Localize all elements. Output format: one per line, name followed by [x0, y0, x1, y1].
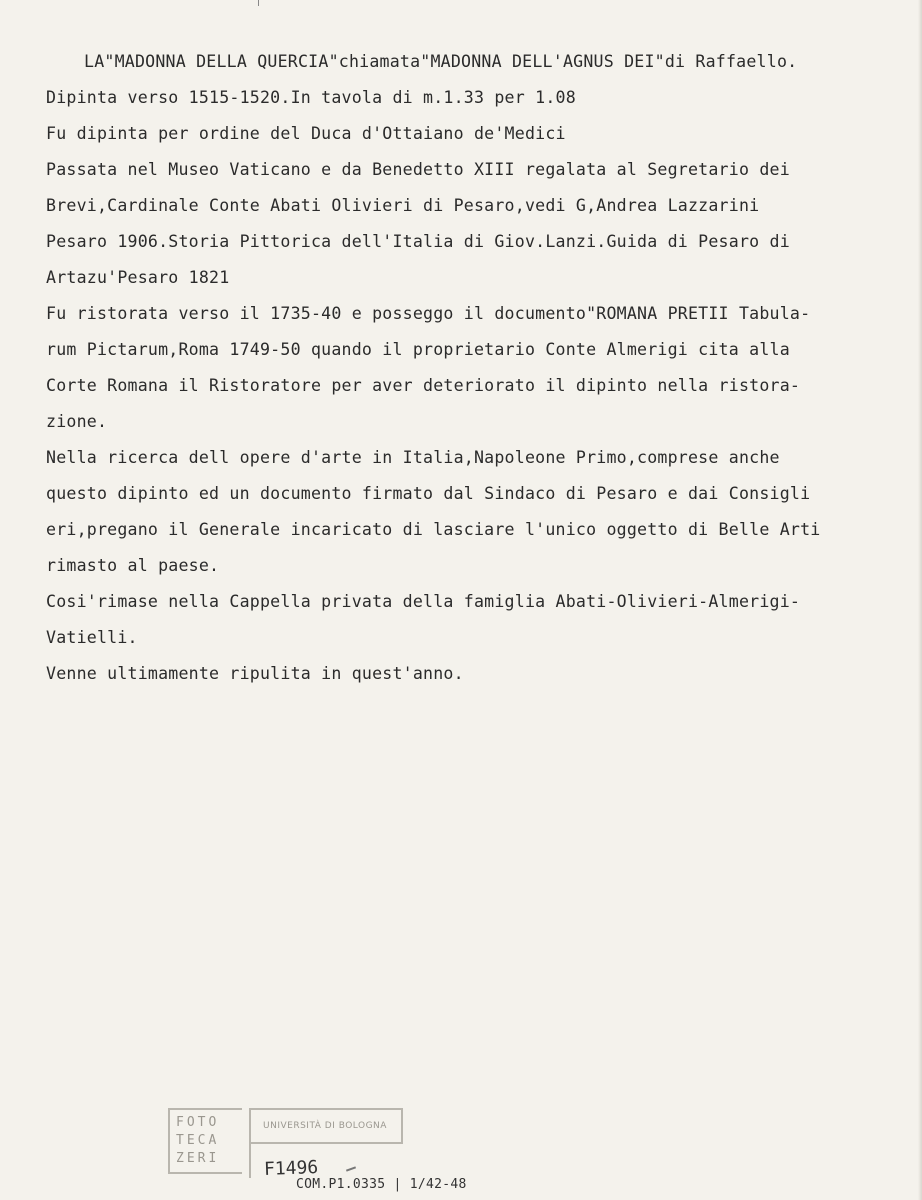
text-line: Venne ultimamente ripulita in quest'anno.	[46, 664, 464, 683]
university-stamp: UNIVERSITÀ DI BOLOGNA	[249, 1108, 403, 1144]
handwritten-reference: COM.P1.0335 | 1/42-48	[296, 1177, 467, 1192]
stamp-line: FOTO	[176, 1115, 220, 1130]
text-line: Brevi,Cardinale Conte Abati Olivieri di Pesaro,vedi G,Andrea Lazzarini	[46, 196, 760, 215]
fototeca-stamp	[168, 1108, 242, 1174]
stamp-line: TECA	[176, 1133, 220, 1148]
document-title: LA"MADONNA DELLA QUERCIA"chiamata"MADONNA DELL'AGNUS DEI"di Raffaello.	[84, 52, 798, 71]
handwritten-code: F1496	[263, 1157, 319, 1180]
text-line: Cosi'rimase nella Cappella privata della famiglia Abati-Olivieri-Almerigi-	[46, 592, 801, 611]
text-line: Corte Romana il Ristoratore per aver deteriorato il dipinto nella ristora-	[46, 376, 801, 395]
text-line: rum Pictarum,Roma 1749-50 quando il proprietario Conte Almerigi cita alla	[46, 340, 790, 359]
text-line: questo dipinto ed un documento firmato dal Sindaco di Pesaro e dai Consigli	[46, 484, 811, 503]
pencil-mark	[346, 1166, 356, 1171]
text-line: Dipinta verso 1515-1520.In tavola di m.1.33 per 1.08	[46, 88, 576, 107]
text-line: Fu ristorata verso il 1735-40 e posseggo il documento"ROMANA PRETII Tabula-	[46, 304, 811, 323]
text-line: rimasto al paese.	[46, 556, 220, 575]
text-line: eri,pregano il Generale incaricato di lasciare l'unico oggetto di Belle Arti	[46, 520, 821, 539]
text-line: Vatielli.	[46, 628, 138, 647]
pencil-tick	[258, 0, 259, 6]
text-line: Artazu'Pesaro 1821	[46, 268, 230, 287]
text-line: zione.	[46, 412, 108, 431]
stamp-border	[249, 1144, 251, 1178]
typewritten-text	[46, 44, 906, 692]
text-line: Passata nel Museo Vaticano e da Benedetto XIII regalata al Segretario dei	[46, 160, 790, 179]
text-line: Pesaro 1906.Storia Pittorica dell'Italia di Giov.Lanzi.Guida di Pesaro di	[46, 232, 790, 251]
page-edge	[918, 0, 922, 1200]
text-line: Fu dipinta per ordine del Duca d'Ottaiano de'Medici	[46, 124, 566, 143]
stamp-line: ZERI	[176, 1151, 220, 1166]
text-line: Nella ricerca dell opere d'arte in Italia,Napoleone Primo,comprese anche	[46, 448, 780, 467]
